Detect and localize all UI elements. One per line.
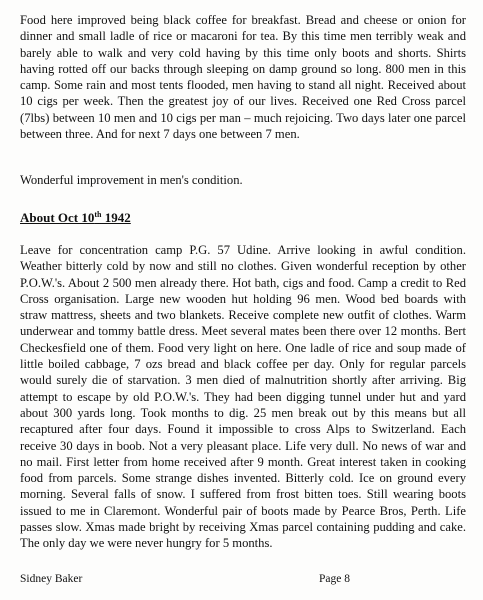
- body-paragraph-improvement: Wonderful improvement in men's condition.: [20, 173, 243, 187]
- heading-suffix: 1942: [101, 210, 131, 225]
- footer-page-number: Page 8: [319, 573, 350, 585]
- body-paragraph-udine-camp: Leave for concentration camp P.G. 57 Udine. Arrive looking in awful condition. Weather bitterly cold by now and still no clothes. Given wonderful reception by other P.O.W.'s. About 2 500 men already there. Hot bath, cigs and food. Camp a credit to Red Cross organisation. Large new wooden hut holding 96 men. Wood bed boards with straw mattress, sheets and two blankets. Receive complete new outfit of clothes. Warm underwear and tommy battle dress. Meet several mates been there over 12 months. Bert Checkesfield one of them. Food very light on here. One ladle of rice and soup made of little boiled cabbage, 7 ozs bread and black coffee per day. Only for regular parcels would surely die of starvation. 3 men died of malnutrition shortly after arriving. Big attempt to escape by old P.O.W.'s. They had been digging tunnel under hut and yard about 300 yards long. Took months to dig. 25 men break out by this means but all recaptured after four days. Found it impossible to cross Alps to Switzerland. Each receive 30 days in boob. Not a very pleasant place. Life very dull. No news of war and no mail. First letter from home received after 9 month. Great interest taken in cooking food from parcels. Some strange dishes invented. Bitterly cold. Ice on ground every morning. Several falls of snow. I suffered from frost bitten toes. Still wearing boots issued to me in Claremont. Wonderful pair of boots made by Pearce Bros, Perth. Life passes slow. Xmas made bright by receiving Xmas parcel containing pudding and cake. The only day we were never hungry for 5 months.: [20, 243, 466, 551]
- body-paragraph-camp-conditions: Food here improved being black coffee for breakfast. Bread and cheese or onion for dinner and small ladle of rice or macaroni for tea. By this time men terribly weak and barely able to walk and very cold having by this time only boots and shorts. Shirts having rotted off our backs through sleeping on damp ground so long. 800 men in this camp. Some rain and most tents flooded, men having to stand all night. Received about 10 cigs per week. Then the greatest joy of our lives. Received one Red Cross parcel (7lbs) between 10 men and 10 cigs per man – much rejoicing. Two days later one parcel between three. And for next 7 days one between 7 men.: [20, 13, 466, 142]
- heading-prefix: About Oct 10: [20, 210, 95, 225]
- heading-superscript: th: [94, 210, 102, 219]
- section-heading: [20, 207, 131, 226]
- footer-author: Sidney Baker: [20, 573, 83, 585]
